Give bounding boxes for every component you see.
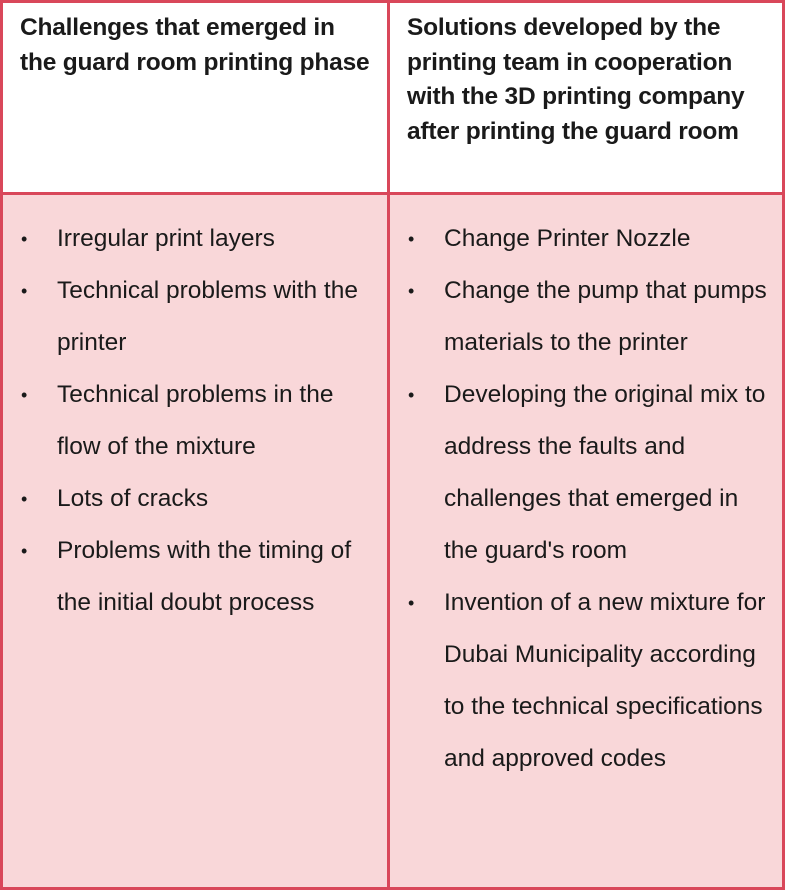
header-challenges-text: Challenges that emerged in the guard room printing phase — [20, 14, 370, 76]
bullet-icon: • — [408, 385, 415, 405]
list-item — [390, 577, 782, 785]
list-item — [3, 265, 387, 369]
challenges-cell — [3, 195, 390, 887]
bullet-icon: • — [21, 489, 28, 509]
list-item — [3, 213, 387, 265]
list-item-text: Lots of cracks — [57, 485, 209, 512]
solutions-list — [390, 213, 782, 785]
list-item — [390, 265, 782, 369]
bullet-icon: • — [21, 281, 28, 301]
header-solutions — [390, 3, 782, 195]
list-item-text: Invention of a new mixture for Dubai Municipality according to the technical specifications and approved codes — [444, 589, 766, 772]
list-item — [3, 473, 387, 525]
list-item — [3, 525, 387, 629]
bullet-icon: • — [21, 229, 28, 249]
header-solutions-text: Solutions developed by the printing team in cooperation with the 3D printing company after printing the guard room — [407, 14, 745, 145]
list-item-text: Irregular print layers — [57, 225, 275, 252]
list-item — [3, 369, 387, 473]
bullet-icon: • — [408, 281, 415, 301]
list-item-text: Change the pump that pumps materials to the printer — [444, 277, 767, 356]
header-challenges — [3, 3, 390, 195]
list-item — [390, 369, 782, 577]
bullet-icon: • — [408, 593, 415, 613]
challenges-list — [3, 213, 387, 629]
list-item-text: Problems with the timing of the initial doubt process — [57, 537, 352, 616]
bullet-icon: • — [21, 385, 28, 405]
bullet-icon: • — [21, 541, 28, 561]
list-item-text: Change Printer Nozzle — [444, 225, 691, 252]
list-item-text: Developing the original mix to address the faults and challenges that emerged in the guard's room — [444, 381, 766, 564]
list-item-text: Technical problems in the flow of the mixture — [57, 381, 334, 460]
bullet-icon: • — [408, 229, 415, 249]
list-item-text: Technical problems with the printer — [57, 277, 358, 356]
solutions-cell — [390, 195, 782, 887]
list-item — [390, 213, 782, 265]
